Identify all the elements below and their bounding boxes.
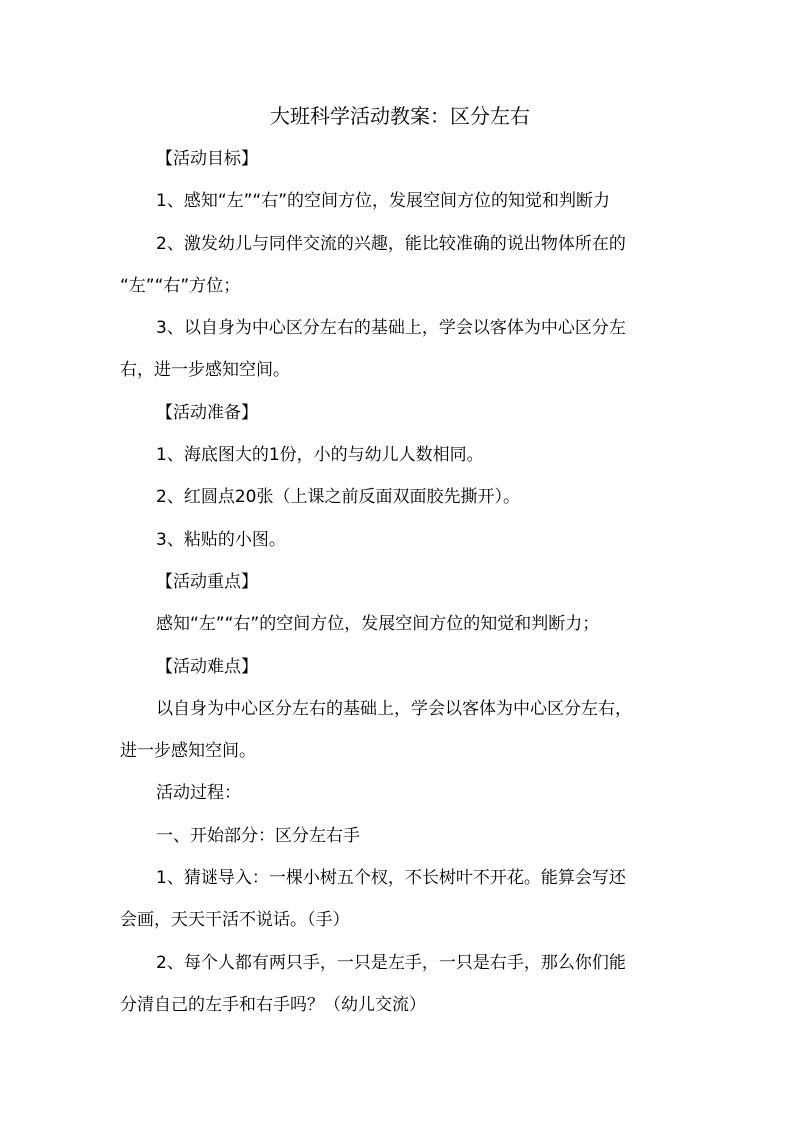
paragraph-line: 右，进一步感知空间。 [120,360,290,381]
paragraph-line: 感知“左”“右”的空间方位，发展空间方位的知觉和判断力； [156,614,600,635]
document-title: 大班科学活动教案：区分左右 [270,104,530,128]
paragraph-line: 3、粘贴的小图。 [156,529,286,550]
section-heading-difficulties: 【活动难点】 [156,656,258,677]
paragraph-line: 以自身为中心区分左右的基础上，学会以客体为中心区分左右， [156,698,632,719]
paragraph-line: 会画，天天干活不说话。（手） [120,910,350,931]
paragraph-line: 1、海底图大的1份，小的与幼儿人数相同。 [156,445,484,466]
paragraph-line: 2、每个人都有两只手，一只是左手，一只是右手，那么你们能 [156,952,626,973]
paragraph-line: 1、猜谜导入：一棵小树五个杈，不长树叶不开花。能算会写还 [156,868,626,889]
section-heading-process: 活动过程： [156,783,241,804]
subsection-heading: 一、开始部分：区分左右手 [156,825,360,846]
paragraph-line: 2、红圆点20张（上课之前反面双面胶先撕开）。 [156,487,520,508]
paragraph-line: 3、以自身为中心区分左右的基础上，学会以客体为中心区分左 [156,318,626,339]
paragraph-line: 2、激发幼儿与同伴交流的兴趣，能比较准确的说出物体所在的 [156,233,626,254]
paragraph-line: “左”“右”方位； [120,275,241,296]
paragraph-line: 1、感知“左”“右”的空间方位，发展空间方位的知觉和判断力 [156,191,611,212]
section-heading-preparation: 【活动准备】 [156,402,258,423]
section-heading-goals: 【活动目标】 [156,149,258,169]
section-heading-key-points: 【活动重点】 [156,571,258,592]
paragraph-line: 分清自己的左手和右手吗？（幼儿交流） [120,994,426,1015]
document-page [120,96,680,1026]
paragraph-line: 进一步感知空间。 [120,741,256,762]
